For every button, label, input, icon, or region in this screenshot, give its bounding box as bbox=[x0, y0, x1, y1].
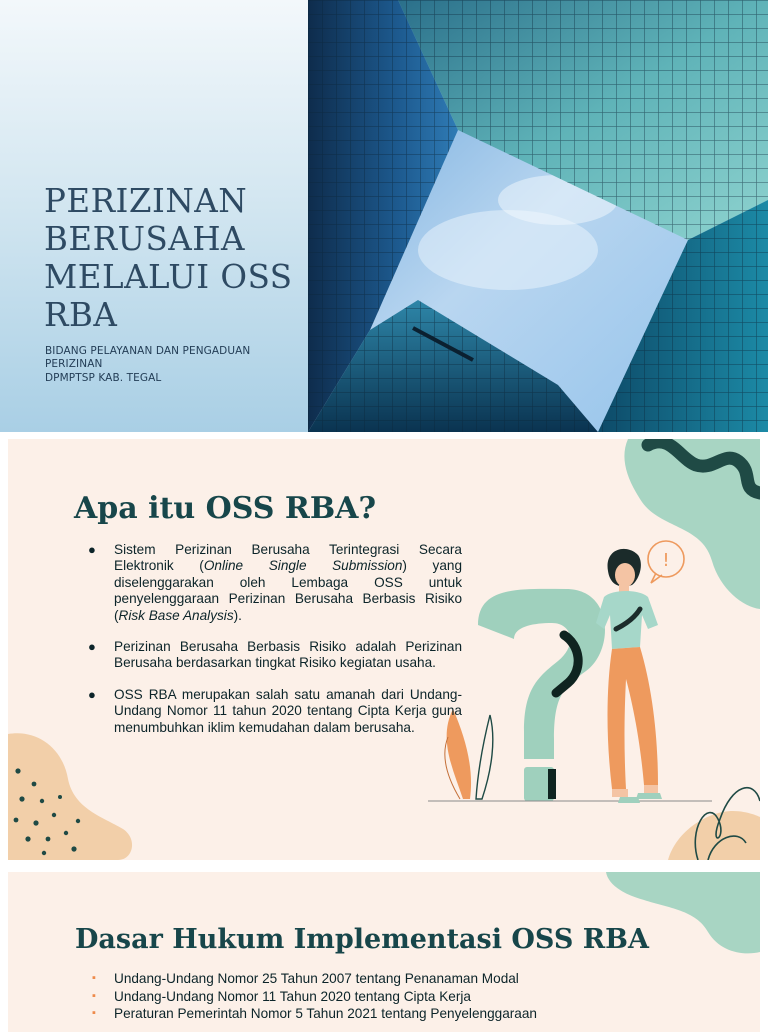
slide-subtitle bbox=[45, 345, 305, 385]
bullet-icon: ● bbox=[88, 639, 96, 655]
person-illustration bbox=[596, 549, 662, 803]
definition-slide bbox=[8, 439, 760, 860]
legal-basis-slide bbox=[8, 872, 760, 1032]
bullet-icon: ▪ bbox=[92, 989, 96, 1002]
list-item: ● Sistem Perizinan Berusaha Terintegrasi Secara Elektronik (Online Single Submission) yang diselenggarakan oleh Lembaga OSS untuk penyelenggaraan Perizinan Berusaha Berbasis Risiko (Risk Base Analysis). bbox=[88, 542, 462, 623]
list-item: ● OSS RBA merupakan salah satu amanah dari Undang-Undang Nomor 11 tahun 2020 tentang Cipta Kerja guna menumbuhkan iklim kemudahan dalam berusaha. bbox=[88, 686, 462, 735]
legal-basis-list bbox=[92, 970, 642, 1023]
list-item: ▪ Undang-Undang Nomor 25 Tahun 2007 tentang Penanaman Modal bbox=[92, 971, 519, 986]
bullet-icon: ▪ bbox=[92, 1007, 96, 1019]
title-slide bbox=[0, 0, 768, 432]
slide-title: Dasar Hukum Implementasi OSS RBA bbox=[75, 924, 649, 955]
peach-blob-right-shape bbox=[668, 811, 760, 860]
subtitle-department: BIDANG PELAYANAN DAN PENGADUAN PERIZINAN bbox=[45, 345, 251, 371]
bullet-icon: ▪ bbox=[92, 972, 96, 984]
definition-list bbox=[88, 542, 462, 751]
building-photo bbox=[308, 0, 768, 432]
slide-title: Apa itu OSS RBA? bbox=[74, 491, 377, 526]
list-item: ▪ Peraturan Pemerintah Nomor 5 Tahun 2021 tentang Penyelenggaraan bbox=[92, 1006, 537, 1021]
subtitle-office: DPMPTSP KAB. TEGAL bbox=[45, 371, 162, 384]
list-item: ▪ Undang-Undang Nomor 11 Tahun 2020 tentang Cipta Kerja bbox=[92, 988, 471, 1004]
question-mark-shape bbox=[478, 589, 605, 759]
bullet-icon: ● bbox=[88, 542, 96, 557]
bullet-icon: ● bbox=[88, 686, 96, 702]
bubble-glyph: ! bbox=[662, 550, 670, 571]
slide-title: PERIZINAN BERUSAHA MELALUI OSS RBA bbox=[44, 182, 293, 334]
list-item: ● Perizinan Berusaha Berbasis Risiko adalah Perizinan Berusaha berdasarkan tingkat Risiko kegiatan usaha. bbox=[88, 639, 462, 671]
